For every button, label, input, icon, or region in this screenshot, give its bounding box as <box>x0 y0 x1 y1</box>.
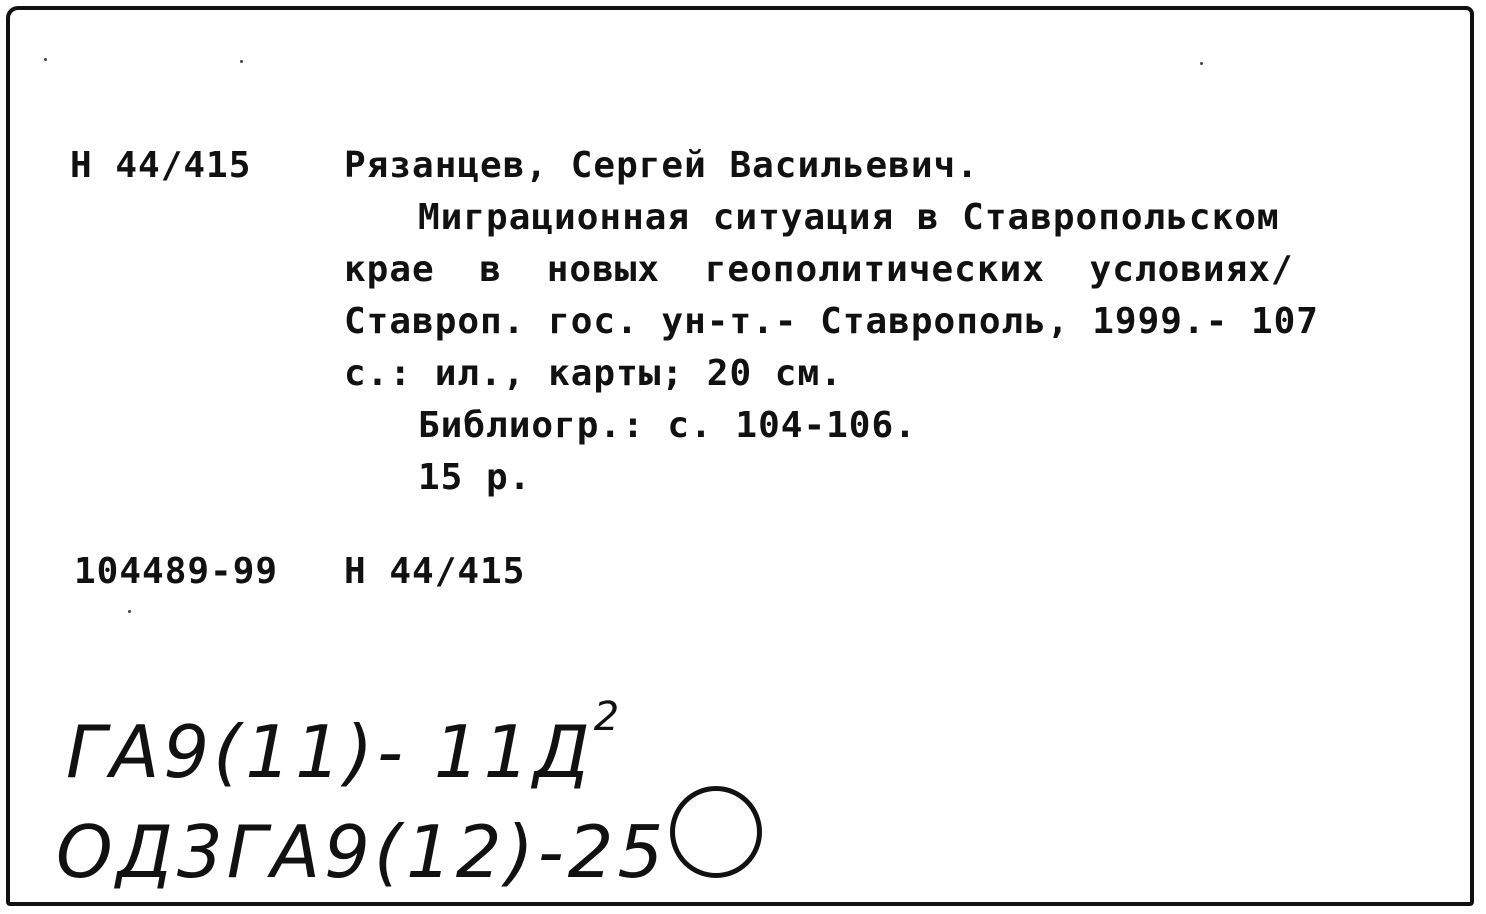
speck <box>240 60 243 63</box>
handwritten-class-code-2: ОД3ГА9(12)-25 <box>56 810 668 894</box>
speck <box>44 58 47 61</box>
price: 15 р. <box>418 457 532 498</box>
shelfmark: Н 44/415 <box>70 145 252 186</box>
title-line-3: Ставроп. гос. ун-т.- Ставрополь, 1999.- 107 <box>344 301 1319 342</box>
handwritten-line-1: ГА9(11)- 11Д <box>66 710 594 794</box>
shelfmark-repeat: Н 44/415 <box>344 551 526 592</box>
speck <box>128 610 131 613</box>
handwritten-superscript: 2 <box>593 694 624 740</box>
inventory-number: 104489-99 <box>74 551 279 592</box>
speck <box>1200 62 1203 65</box>
title-line-2: крае в новых геополитических условиях/ <box>344 249 1294 290</box>
handwritten-class-code-1 <box>66 694 624 794</box>
title-line-1: Миграционная ситуация в Ставропольском <box>418 197 1280 238</box>
circle-stamp-icon <box>670 786 762 878</box>
bibliography-note: Библиогр.: с. 104-106. <box>418 405 917 446</box>
author-heading: Рязанцев, Сергей Васильевич. <box>344 145 979 186</box>
title-line-4: с.: ил., карты; 20 см. <box>344 353 843 394</box>
catalog-card <box>6 6 1474 906</box>
